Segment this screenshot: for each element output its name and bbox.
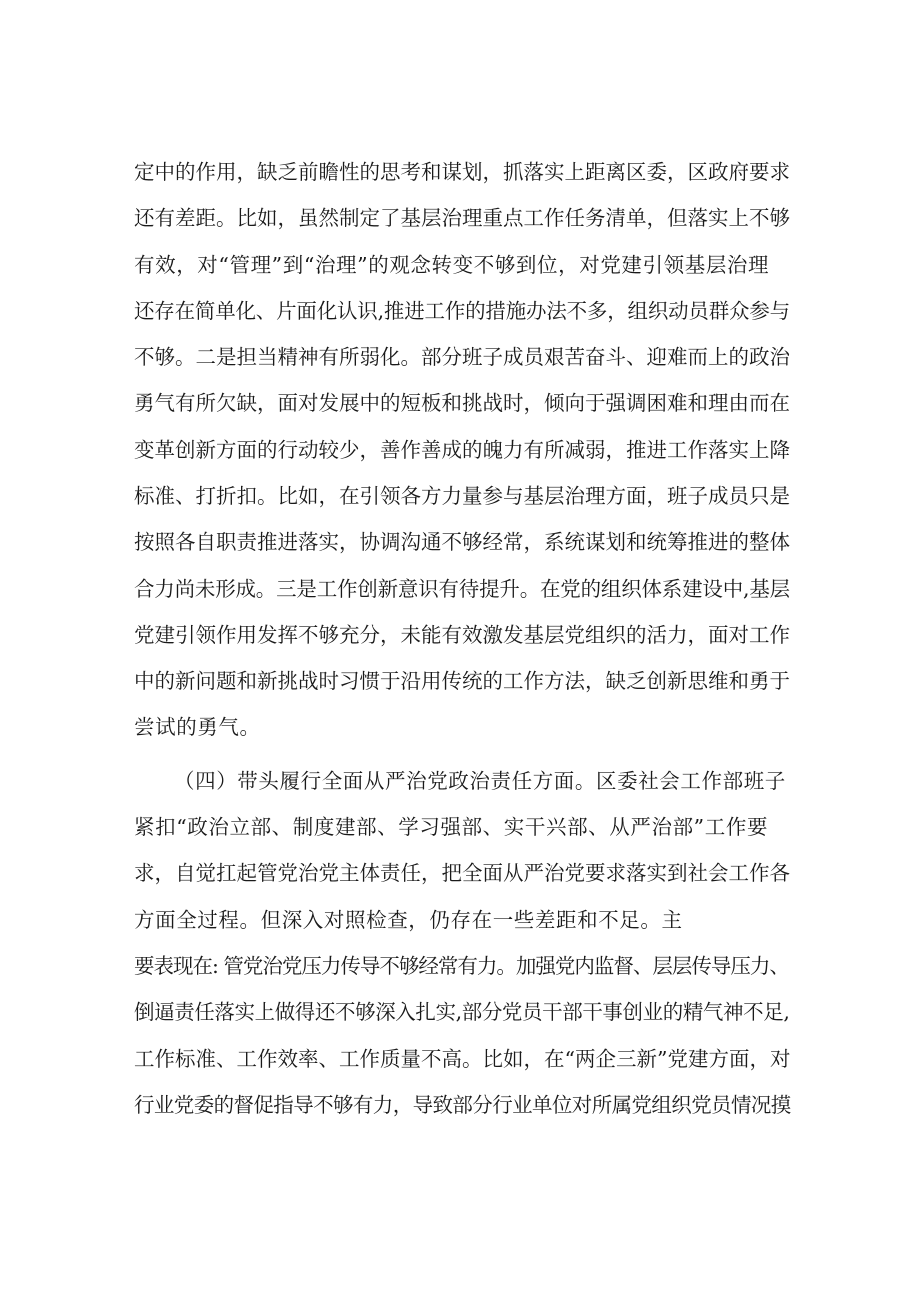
text-line: 尝试的勇气。 <box>134 715 261 739</box>
text-line: 勇气有所欠缺，面对发展中的短板和挑战时，倾向于强调困难和理由而在 <box>134 391 790 415</box>
text-line: 行业党委的督促指导不够有力，导致部分行业单位对所属党组织党员情况摸 <box>134 1093 791 1117</box>
text-line: 倒逼责任落实上做得还不够深入扎实,部分党员干部干事创业的精气神不足, <box>134 1000 790 1024</box>
text-line: 党建引领作用发挥不够充分，未能有效激发基层党组织的活力，面对工作 <box>134 623 790 647</box>
text-line: 按照各自职责推进落实，协调沟通不够经常，系统谋划和统筹推进的整体 <box>134 530 790 554</box>
text-line: 方面全过程。但深入对照检查，仍存在一些差距和不足。主 <box>134 908 683 932</box>
text-line: 还存在简单化、片面化认识,推进工作的措施办法不多，组织动员群众参与 <box>134 299 790 323</box>
text-line: 定中的作用，缺乏前瞻性的思考和谋划，抓落实上距离区委，区政府要求 <box>134 160 790 184</box>
text-line: 紧扣“政治立部、制度建部、学习强部、实干兴部、从严治部”工作要 <box>134 815 769 839</box>
text-line: 还有差距。比如，虽然制定了基层治理重点工作任务清单，但落实上不够 <box>134 206 790 230</box>
text-line: 中的新问题和新挑战时习惯于沿用传统的工作方法，缺乏创新思维和勇于 <box>134 669 790 693</box>
text-line: 合力尚未形成。三是工作创新意识有待提升。在党的组织体系建设中,基层 <box>134 577 790 601</box>
text-line: 有效，对“管理”到“治理”的观念转变不够到位，对党建引领基层治理 <box>134 253 770 277</box>
text-line: 要表现在: 管党治党压力传导不够经常有力。加强党内监督、层层传导压力、 <box>134 954 789 978</box>
text-line: 标准、打折扣。比如，在引领各方力量参与基层治理方面，班子成员只是 <box>134 484 790 508</box>
text-line: 求，自觉扛起管党治党主体责任，把全面从严治党要求落实到社会工作各 <box>134 861 790 885</box>
text-line: 不够。二是担当精神有所弱化。部分班子成员艰苦奋斗、迎难而上的政治 <box>134 345 790 369</box>
text-line: 工作标准、工作效率、工作质量不高。比如，在“两企三新”党建方面，对 <box>134 1047 791 1071</box>
text-line: 变革创新方面的行动较少，善作善成的魄力有所减弱，推进工作落实上降 <box>134 438 790 462</box>
section-heading-line: （四）带头履行全面从严治党政治责任方面。区委社会工作部班子 <box>174 769 786 793</box>
